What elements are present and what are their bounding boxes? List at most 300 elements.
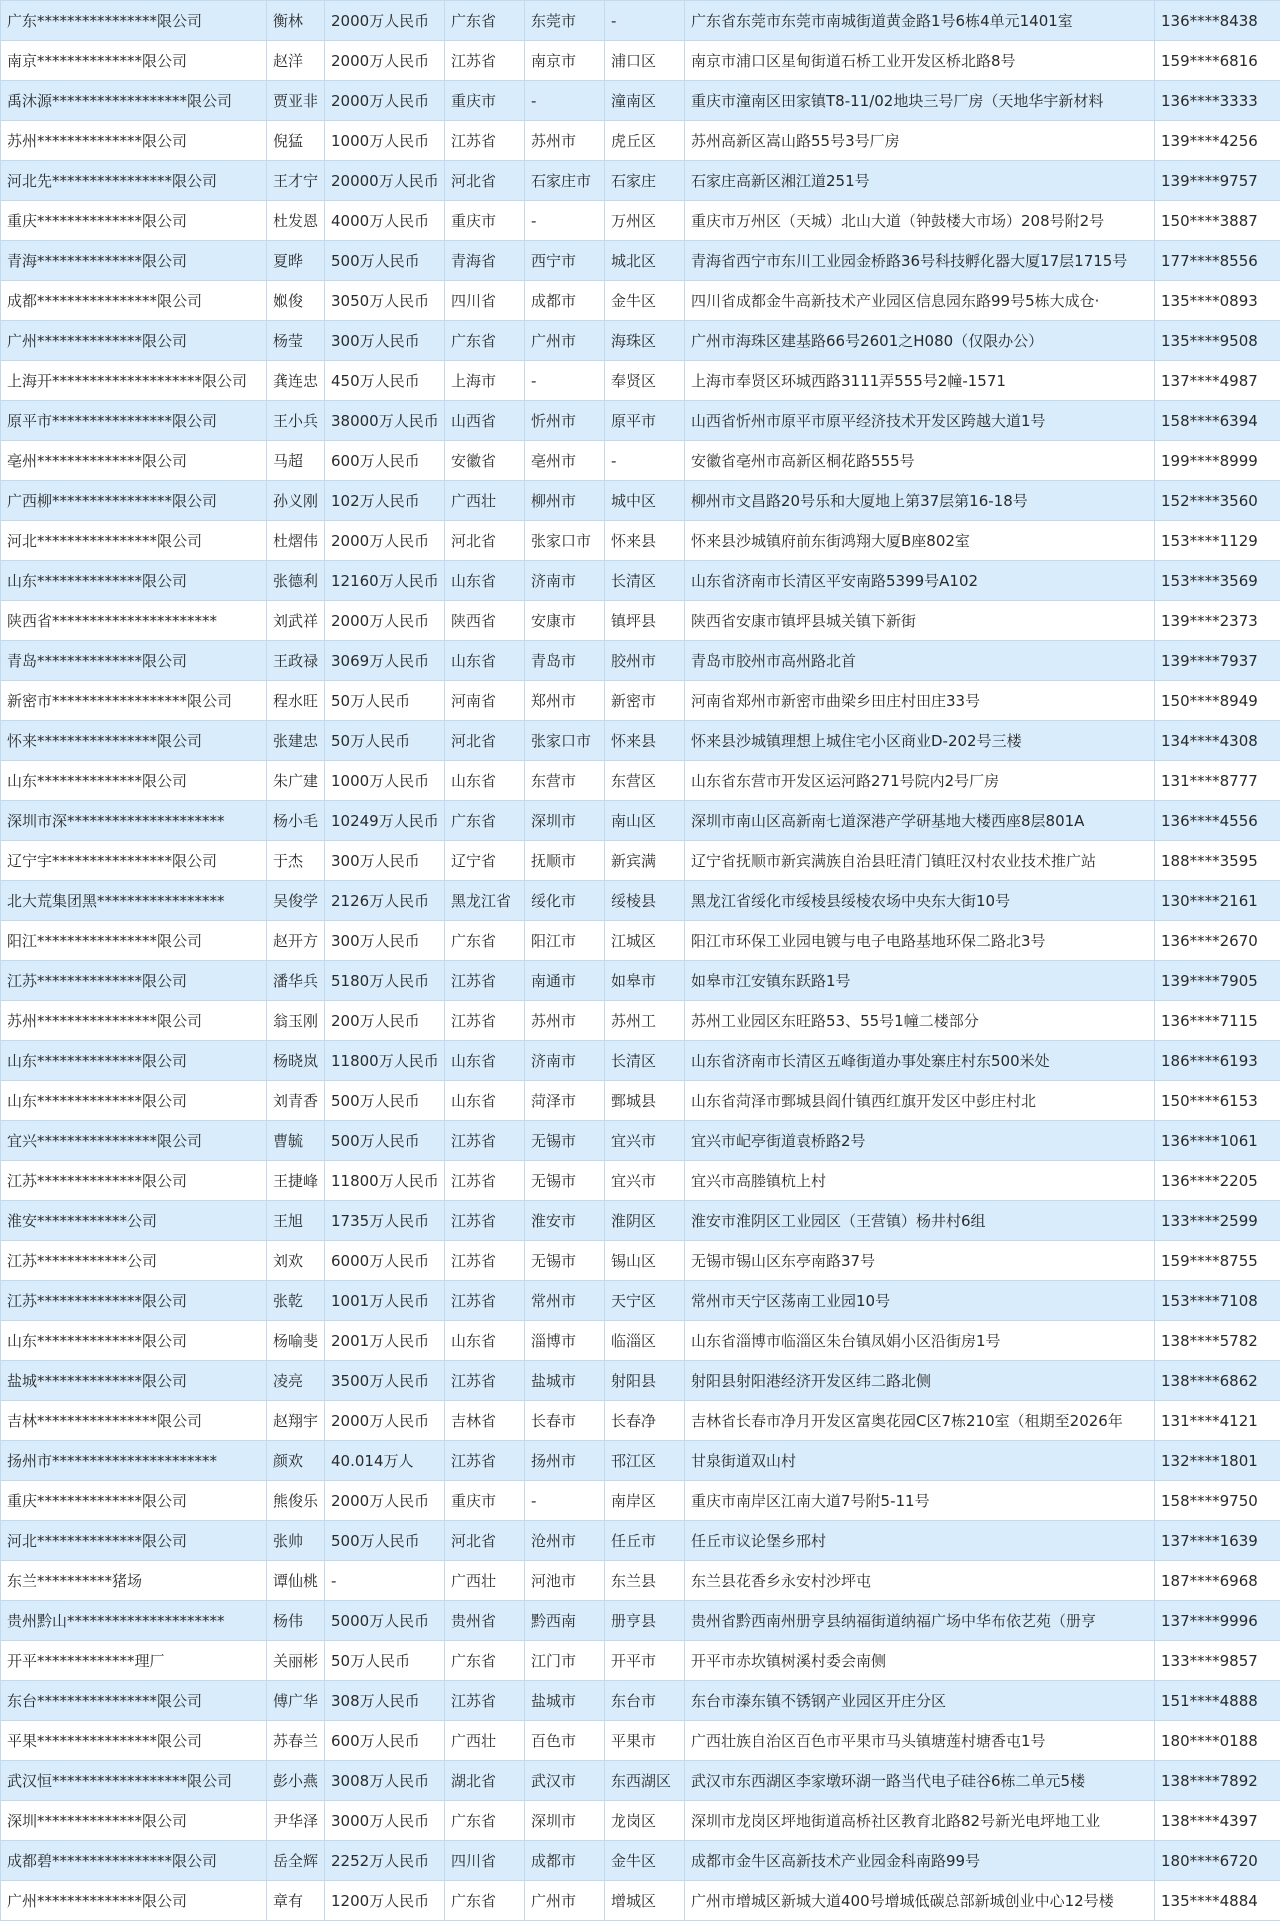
registered-capital-cell: 5000万人民币	[325, 1601, 445, 1641]
registered-capital-cell: -	[325, 1561, 445, 1601]
registered-capital-cell: 2126万人民币	[325, 881, 445, 921]
address-cell: 开平市赤坎镇树溪村委会南侧	[685, 1641, 1155, 1681]
contact-name-cell: 娰俊	[267, 281, 325, 321]
district-cell: 新宾满	[605, 841, 685, 881]
contact-name-cell: 倪猛	[267, 121, 325, 161]
registered-capital-cell: 2252万人民币	[325, 1841, 445, 1881]
table-row	[1, 921, 1280, 961]
province-cell: 河北省	[445, 521, 525, 561]
registered-capital-cell: 3008万人民币	[325, 1761, 445, 1801]
district-cell: 万州区	[605, 201, 685, 241]
phone-cell: 137****9996	[1155, 1601, 1280, 1641]
registered-capital-cell: 500万人民币	[325, 1081, 445, 1121]
address-cell: 怀来县沙城镇理想上城住宅小区商业D-202号三楼	[685, 721, 1155, 761]
district-cell: 南山区	[605, 801, 685, 841]
phone-cell: 139****2373	[1155, 601, 1280, 641]
address-cell: 山西省忻州市原平市原平经济技术开发区跨越大道1号	[685, 401, 1155, 441]
province-cell: 江苏省	[445, 961, 525, 1001]
company-name-cell: 贵州黔山*********************	[1, 1601, 267, 1641]
address-cell: 南京市浦口区星甸街道石桥工业开发区桥北路8号	[685, 41, 1155, 81]
company-name-cell: 北大荒集团黑*****************	[1, 881, 267, 921]
city-cell: 沧州市	[525, 1521, 605, 1561]
registered-capital-cell: 500万人民币	[325, 241, 445, 281]
province-cell: 青海省	[445, 241, 525, 281]
table-row	[1, 321, 1280, 361]
registered-capital-cell: 5180万人民币	[325, 961, 445, 1001]
address-cell: 山东省济南市长清区平安南路5399号A102	[685, 561, 1155, 601]
province-cell: 重庆市	[445, 81, 525, 121]
company-name-cell: 广州**************限公司	[1, 321, 267, 361]
province-cell: 河北省	[445, 1521, 525, 1561]
contact-name-cell: 朱广建	[267, 761, 325, 801]
phone-cell: 136****7115	[1155, 1001, 1280, 1041]
address-cell: 广州市海珠区建基路66号2601之H080（仅限办公）	[685, 321, 1155, 361]
address-cell: 深圳市龙岗区坪地街道高桥社区教育北路82号新光电坪地工业	[685, 1801, 1155, 1841]
contact-name-cell: 刘青香	[267, 1081, 325, 1121]
registered-capital-cell: 2000万人民币	[325, 41, 445, 81]
province-cell: 广西壮	[445, 481, 525, 521]
contact-name-cell: 熊俊乐	[267, 1481, 325, 1521]
contact-name-cell: 贾亚非	[267, 81, 325, 121]
phone-cell: 158****6394	[1155, 401, 1280, 441]
city-cell: 亳州市	[525, 441, 605, 481]
table-row	[1, 561, 1280, 601]
contact-name-cell: 凌亮	[267, 1361, 325, 1401]
company-name-cell: 原平市****************限公司	[1, 401, 267, 441]
address-cell: 四川省成都金牛高新技术产业园区信息园东路99号5栋大成仓·	[685, 281, 1155, 321]
address-cell: 甘泉街道双山村	[685, 1441, 1155, 1481]
table-row	[1, 1361, 1280, 1401]
province-cell: 辽宁省	[445, 841, 525, 881]
district-cell: 长清区	[605, 561, 685, 601]
city-cell: 无锡市	[525, 1161, 605, 1201]
city-cell: 阳江市	[525, 921, 605, 961]
company-name-cell: 苏州****************限公司	[1, 1001, 267, 1041]
province-cell: 上海市	[445, 361, 525, 401]
province-cell: 江苏省	[445, 121, 525, 161]
address-cell: 苏州高新区嵩山路55号3号厂房	[685, 121, 1155, 161]
province-cell: 山西省	[445, 401, 525, 441]
phone-cell: 150****8949	[1155, 681, 1280, 721]
company-name-cell: 新密市******************限公司	[1, 681, 267, 721]
table-row	[1, 1561, 1280, 1601]
address-cell: 广东省东莞市东莞市南城街道黄金路1号6栋4单元1401室	[685, 1, 1155, 41]
contact-name-cell: 吴俊学	[267, 881, 325, 921]
city-cell: 武汉市	[525, 1761, 605, 1801]
phone-cell: 136****3333	[1155, 81, 1280, 121]
address-cell: 东兰县花香乡永安村沙坪屯	[685, 1561, 1155, 1601]
contact-name-cell: 彭小燕	[267, 1761, 325, 1801]
company-name-cell: 青岛**************限公司	[1, 641, 267, 681]
address-cell: 重庆市潼南区田家镇T8-11/02地块三号厂房（天地华宇新材料	[685, 81, 1155, 121]
address-cell: 宜兴市高塍镇杭上村	[685, 1161, 1155, 1201]
contact-name-cell: 杨伟	[267, 1601, 325, 1641]
district-cell: 金牛区	[605, 281, 685, 321]
city-cell: 河池市	[525, 1561, 605, 1601]
contact-name-cell: 马超	[267, 441, 325, 481]
phone-cell: 134****4308	[1155, 721, 1280, 761]
phone-cell: 159****6816	[1155, 41, 1280, 81]
registered-capital-cell: 2000万人民币	[325, 1, 445, 41]
contact-name-cell: 杨小毛	[267, 801, 325, 841]
registered-capital-cell: 4000万人民币	[325, 201, 445, 241]
address-cell: 山东省淄博市临淄区朱台镇凤娟小区沿街房1号	[685, 1321, 1155, 1361]
company-name-cell: 怀来****************限公司	[1, 721, 267, 761]
contact-name-cell: 苏春兰	[267, 1721, 325, 1761]
phone-cell: 187****6968	[1155, 1561, 1280, 1601]
address-cell: 辽宁省抚顺市新宾满族自治县旺清门镇旺汉村农业技术推广站	[685, 841, 1155, 881]
table-row	[1, 801, 1280, 841]
city-cell: 张家口市	[525, 721, 605, 761]
province-cell: 江苏省	[445, 1201, 525, 1241]
address-cell: 吉林省长春市净月开发区富奥花园C区7栋210室（租期至2026年	[685, 1401, 1155, 1441]
province-cell: 重庆市	[445, 1481, 525, 1521]
city-cell: 苏州市	[525, 121, 605, 161]
city-cell: 黔西南	[525, 1601, 605, 1641]
registered-capital-cell: 38000万人民币	[325, 401, 445, 441]
contact-name-cell: 潘华兵	[267, 961, 325, 1001]
phone-cell: 186****6193	[1155, 1041, 1280, 1081]
city-cell: 淮安市	[525, 1201, 605, 1241]
phone-cell: 136****1061	[1155, 1121, 1280, 1161]
phone-cell: 135****9508	[1155, 321, 1280, 361]
contact-name-cell: 张建忠	[267, 721, 325, 761]
table-row	[1, 1041, 1280, 1081]
company-name-cell: 成都碧****************限公司	[1, 1841, 267, 1881]
district-cell: 怀来县	[605, 721, 685, 761]
table-row	[1, 41, 1280, 81]
district-cell: 长清区	[605, 1041, 685, 1081]
company-name-cell: 山东**************限公司	[1, 1321, 267, 1361]
address-cell: 河南省郑州市新密市曲梁乡田庄村田庄33号	[685, 681, 1155, 721]
city-cell: 无锡市	[525, 1121, 605, 1161]
registered-capital-cell: 450万人民币	[325, 361, 445, 401]
registered-capital-cell: 300万人民币	[325, 921, 445, 961]
table-row	[1, 641, 1280, 681]
city-cell: 南通市	[525, 961, 605, 1001]
table-row	[1, 1681, 1280, 1721]
table-row	[1, 1441, 1280, 1481]
city-cell: 广州市	[525, 321, 605, 361]
contact-name-cell: 杨喻斐	[267, 1321, 325, 1361]
city-cell: 绥化市	[525, 881, 605, 921]
table-row	[1, 1481, 1280, 1521]
city-cell: 青岛市	[525, 641, 605, 681]
table-row	[1, 1601, 1280, 1641]
contact-name-cell: 程水旺	[267, 681, 325, 721]
address-cell: 淮安市淮阴区工业园区（王营镇）杨井村6组	[685, 1201, 1155, 1241]
address-cell: 射阳县射阳港经济开发区纬二路北侧	[685, 1361, 1155, 1401]
company-name-cell: 阳江****************限公司	[1, 921, 267, 961]
district-cell: 宜兴市	[605, 1121, 685, 1161]
city-cell: 东莞市	[525, 1, 605, 41]
contact-name-cell: 刘武祥	[267, 601, 325, 641]
company-name-cell: 山东**************限公司	[1, 761, 267, 801]
table-row	[1, 1001, 1280, 1041]
district-cell: 石家庄	[605, 161, 685, 201]
company-name-cell: 广西柳****************限公司	[1, 481, 267, 521]
registered-capital-cell: 3069万人民币	[325, 641, 445, 681]
district-cell: 平果市	[605, 1721, 685, 1761]
contact-name-cell: 关丽彬	[267, 1641, 325, 1681]
contact-name-cell: 杜发恩	[267, 201, 325, 241]
contact-name-cell: 章有	[267, 1881, 325, 1921]
company-name-cell: 东台****************限公司	[1, 1681, 267, 1721]
district-cell: 金牛区	[605, 1841, 685, 1881]
province-cell: 河南省	[445, 681, 525, 721]
company-name-cell: 辽宁宇****************限公司	[1, 841, 267, 881]
table-row	[1, 1281, 1280, 1321]
city-cell: 成都市	[525, 1841, 605, 1881]
registered-capital-cell: 2001万人民币	[325, 1321, 445, 1361]
company-name-cell: 吉林****************限公司	[1, 1401, 267, 1441]
district-cell: 东西湖区	[605, 1761, 685, 1801]
contact-name-cell: 傅广华	[267, 1681, 325, 1721]
district-cell: 增城区	[605, 1881, 685, 1921]
address-cell: 任丘市议论堡乡邢村	[685, 1521, 1155, 1561]
address-cell: 阳江市环保工业园电镀与电子电路基地环保二路北3号	[685, 921, 1155, 961]
city-cell: 盐城市	[525, 1361, 605, 1401]
province-cell: 山东省	[445, 641, 525, 681]
phone-cell: 177****8556	[1155, 241, 1280, 281]
table-row	[1, 361, 1280, 401]
company-name-cell: 淮安************公司	[1, 1201, 267, 1241]
province-cell: 江苏省	[445, 41, 525, 81]
district-cell: 海珠区	[605, 321, 685, 361]
district-cell: 开平市	[605, 1641, 685, 1681]
phone-cell: 136****2670	[1155, 921, 1280, 961]
contact-name-cell: 杨晓岚	[267, 1041, 325, 1081]
phone-cell: 188****3595	[1155, 841, 1280, 881]
contact-name-cell: 张帅	[267, 1521, 325, 1561]
district-cell: 绥棱县	[605, 881, 685, 921]
district-cell: 东台市	[605, 1681, 685, 1721]
address-cell: 东台市溱东镇不锈钢产业园区开庄分区	[685, 1681, 1155, 1721]
city-cell: 张家口市	[525, 521, 605, 561]
company-name-cell: 武汉恒******************限公司	[1, 1761, 267, 1801]
company-name-cell: 扬州市**********************	[1, 1441, 267, 1481]
province-cell: 广东省	[445, 1, 525, 41]
registered-capital-cell: 3000万人民币	[325, 1801, 445, 1841]
province-cell: 江苏省	[445, 1121, 525, 1161]
district-cell: 胶州市	[605, 641, 685, 681]
company-name-cell: 盐城**************限公司	[1, 1361, 267, 1401]
phone-cell: 153****3569	[1155, 561, 1280, 601]
company-name-cell: 上海开********************限公司	[1, 361, 267, 401]
registered-capital-cell: 300万人民币	[325, 321, 445, 361]
registered-capital-cell: 50万人民币	[325, 721, 445, 761]
registered-capital-cell: 10249万人民币	[325, 801, 445, 841]
phone-cell: 153****7108	[1155, 1281, 1280, 1321]
company-name-cell: 山东**************限公司	[1, 561, 267, 601]
phone-cell: 135****0893	[1155, 281, 1280, 321]
registered-capital-cell: 3500万人民币	[325, 1361, 445, 1401]
address-cell: 常州市天宁区荡南工业园10号	[685, 1281, 1155, 1321]
city-cell: 无锡市	[525, 1241, 605, 1281]
company-name-cell: 苏州**************限公司	[1, 121, 267, 161]
phone-cell: 137****1639	[1155, 1521, 1280, 1561]
contact-name-cell: 王小兵	[267, 401, 325, 441]
registered-capital-cell: 300万人民币	[325, 841, 445, 881]
address-cell: 怀来县沙城镇府前东街鸿翔大厦B座802室	[685, 521, 1155, 561]
registered-capital-cell: 20000万人民币	[325, 161, 445, 201]
contact-name-cell: 尹华泽	[267, 1801, 325, 1841]
registered-capital-cell: 6000万人民币	[325, 1241, 445, 1281]
phone-cell: 150****3887	[1155, 201, 1280, 241]
phone-cell: 151****4888	[1155, 1681, 1280, 1721]
district-cell: 东营区	[605, 761, 685, 801]
city-cell: 深圳市	[525, 1801, 605, 1841]
city-cell: 广州市	[525, 1881, 605, 1921]
phone-cell: 136****8438	[1155, 1, 1280, 41]
registered-capital-cell: 500万人民币	[325, 1121, 445, 1161]
province-cell: 江苏省	[445, 1441, 525, 1481]
address-cell: 苏州工业园区东旺路53、55号1幢二楼部分	[685, 1001, 1155, 1041]
contact-name-cell: 谭仙桃	[267, 1561, 325, 1601]
table-row	[1, 281, 1280, 321]
address-cell: 广州市增城区新城大道400号增城低碳总部新城创业中心12号楼	[685, 1881, 1155, 1921]
phone-cell: 159****8755	[1155, 1241, 1280, 1281]
city-cell: 济南市	[525, 561, 605, 601]
district-cell: 南岸区	[605, 1481, 685, 1521]
company-name-cell: 重庆**************限公司	[1, 201, 267, 241]
table-row	[1, 1401, 1280, 1441]
contact-name-cell: 张德利	[267, 561, 325, 601]
phone-cell: 139****9757	[1155, 161, 1280, 201]
table-row	[1, 161, 1280, 201]
contact-name-cell: 颜欢	[267, 1441, 325, 1481]
city-cell: 盐城市	[525, 1681, 605, 1721]
table-row	[1, 441, 1280, 481]
district-cell: -	[605, 1, 685, 41]
table-row	[1, 1761, 1280, 1801]
address-cell: 青海省西宁市东川工业园金桥路36号科技孵化器大厦17层1715号	[685, 241, 1155, 281]
province-cell: 江苏省	[445, 1681, 525, 1721]
phone-cell: 136****2205	[1155, 1161, 1280, 1201]
company-name-cell: 青海**************限公司	[1, 241, 267, 281]
contact-name-cell: 杨莹	[267, 321, 325, 361]
district-cell: 任丘市	[605, 1521, 685, 1561]
phone-cell: 139****7937	[1155, 641, 1280, 681]
city-cell: 南京市	[525, 41, 605, 81]
table-row	[1, 201, 1280, 241]
phone-cell: 136****4556	[1155, 801, 1280, 841]
address-cell: 重庆市万州区（天城）北山大道（钟鼓楼大市场）208号附2号	[685, 201, 1155, 241]
city-cell: 淄博市	[525, 1321, 605, 1361]
table-row	[1, 481, 1280, 521]
province-cell: 四川省	[445, 281, 525, 321]
company-name-cell: 亳州**************限公司	[1, 441, 267, 481]
company-name-cell: 山东**************限公司	[1, 1081, 267, 1121]
phone-cell: 153****1129	[1155, 521, 1280, 561]
address-cell: 石家庄高新区湘江道251号	[685, 161, 1155, 201]
table-row	[1, 121, 1280, 161]
province-cell: 江苏省	[445, 1241, 525, 1281]
province-cell: 广西壮	[445, 1721, 525, 1761]
address-cell: 如皋市江安镇东跃路1号	[685, 961, 1155, 1001]
registered-capital-cell: 2000万人民币	[325, 521, 445, 561]
company-name-cell: 平果****************限公司	[1, 1721, 267, 1761]
contact-name-cell: 赵翔宇	[267, 1401, 325, 1441]
province-cell: 陕西省	[445, 601, 525, 641]
phone-cell: 130****2161	[1155, 881, 1280, 921]
city-cell: 抚顺市	[525, 841, 605, 881]
city-cell: 长春市	[525, 1401, 605, 1441]
city-cell: 扬州市	[525, 1441, 605, 1481]
company-name-cell: 深圳市深*********************	[1, 801, 267, 841]
district-cell: 鄄城县	[605, 1081, 685, 1121]
registered-capital-cell: 600万人民币	[325, 1721, 445, 1761]
table-row	[1, 601, 1280, 641]
registered-capital-cell: 102万人民币	[325, 481, 445, 521]
phone-cell: 131****4121	[1155, 1401, 1280, 1441]
province-cell: 江苏省	[445, 1281, 525, 1321]
city-cell: -	[525, 81, 605, 121]
province-cell: 山东省	[445, 561, 525, 601]
district-cell: 长春净	[605, 1401, 685, 1441]
company-name-cell: 山东**************限公司	[1, 1041, 267, 1081]
table-row	[1, 761, 1280, 801]
registered-capital-cell: 50万人民币	[325, 681, 445, 721]
company-name-cell: 江苏**************限公司	[1, 1161, 267, 1201]
address-cell: 安徽省亳州市高新区桐花路555号	[685, 441, 1155, 481]
contact-name-cell: 张乾	[267, 1281, 325, 1321]
province-cell: 安徽省	[445, 441, 525, 481]
company-name-cell: 河北**************限公司	[1, 1521, 267, 1561]
registered-capital-cell: 2000万人民币	[325, 1481, 445, 1521]
table-row	[1, 1321, 1280, 1361]
contact-name-cell: 夏晔	[267, 241, 325, 281]
city-cell: 成都市	[525, 281, 605, 321]
province-cell: 吉林省	[445, 1401, 525, 1441]
contact-name-cell: 杜熠伟	[267, 521, 325, 561]
registered-capital-cell: 12160万人民币	[325, 561, 445, 601]
company-name-cell: 成都****************限公司	[1, 281, 267, 321]
phone-cell: 199****8999	[1155, 441, 1280, 481]
city-cell: -	[525, 361, 605, 401]
phone-cell: 138****4397	[1155, 1801, 1280, 1841]
district-cell: 东兰县	[605, 1561, 685, 1601]
district-cell: 锡山区	[605, 1241, 685, 1281]
table-row	[1, 81, 1280, 121]
phone-cell: 180****6720	[1155, 1841, 1280, 1881]
address-cell: 重庆市南岸区江南大道7号附5-11号	[685, 1481, 1155, 1521]
province-cell: 山东省	[445, 1321, 525, 1361]
district-cell: 江城区	[605, 921, 685, 961]
company-name-cell: 河北****************限公司	[1, 521, 267, 561]
contact-name-cell: 孙义刚	[267, 481, 325, 521]
registered-capital-cell: 11800万人民币	[325, 1041, 445, 1081]
province-cell: 重庆市	[445, 201, 525, 241]
table-row	[1, 401, 1280, 441]
city-cell: 安康市	[525, 601, 605, 641]
table-row	[1, 1, 1280, 41]
city-cell: 百色市	[525, 1721, 605, 1761]
phone-cell: 138****7892	[1155, 1761, 1280, 1801]
address-cell: 青岛市胶州市高州路北首	[685, 641, 1155, 681]
company-name-cell: 江苏**************限公司	[1, 1281, 267, 1321]
address-cell: 黑龙江省绥化市绥棱县绥棱农场中央东大街10号	[685, 881, 1155, 921]
phone-cell: 138****6862	[1155, 1361, 1280, 1401]
address-cell: 深圳市南山区高新南七道深港产学研基地大楼西座8层801A	[685, 801, 1155, 841]
table-row	[1, 1721, 1280, 1761]
city-cell: 深圳市	[525, 801, 605, 841]
company-name-cell: 东兰**********猪场	[1, 1561, 267, 1601]
table-row	[1, 881, 1280, 921]
province-cell: 广东省	[445, 801, 525, 841]
company-name-cell: 江苏************公司	[1, 1241, 267, 1281]
company-name-cell: 重庆**************限公司	[1, 1481, 267, 1521]
